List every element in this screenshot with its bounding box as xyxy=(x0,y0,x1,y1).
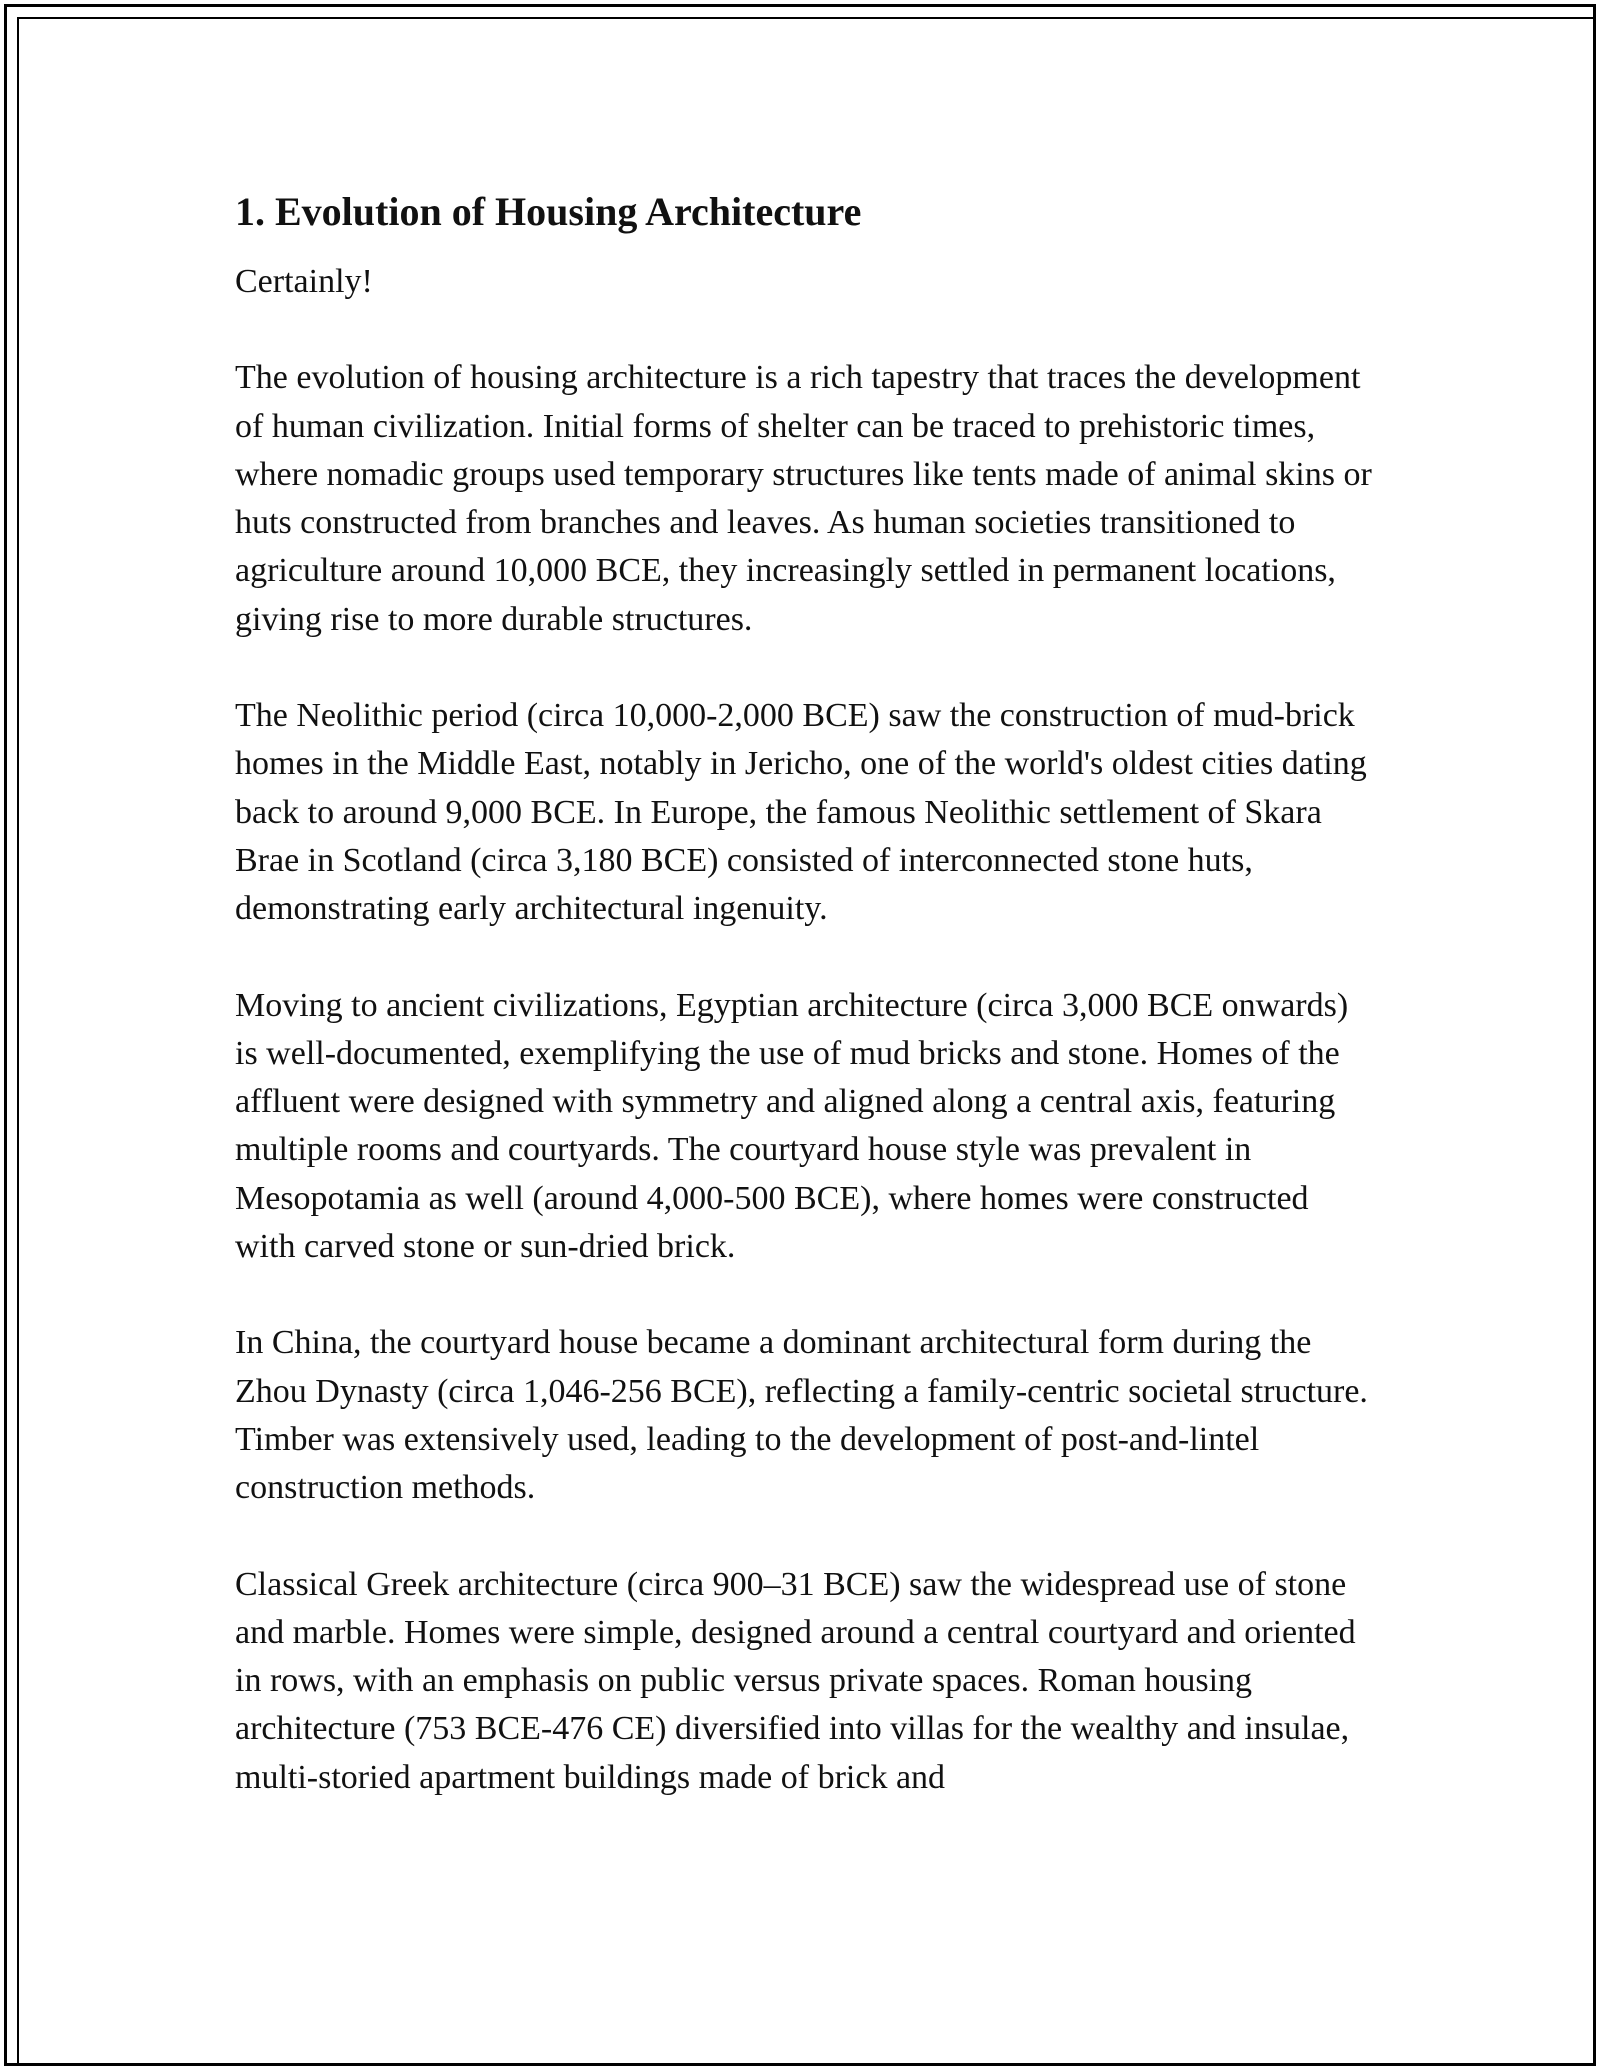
document-body xyxy=(235,186,1375,1850)
paragraph-neolithic: The Neolithic period (circa 10,000-2,000 BCE) saw the construction of mud-brick homes in the Middle East, notably in Jericho, one of the world's oldest cities dating back to around 9,000 BCE. In Europe, the famous Neolithic settlement of Skara Brae in Scotland (circa 3,180 BCE) consisted of interconnected stone huts, demonstrating early architectural ingenuity. xyxy=(235,697,1367,928)
paragraph-ancient-civilizations: Moving to ancient civilizations, Egyptian architecture (circa 3,000 BCE onwards) is well-documented, exemplifying the use of mud bricks and stone. Homes of the affluent were designed with symmetry and aligned along a central axis, featuring multiple rooms and courtyards. The courtyard house style was prevalent in Mesopotamia as well (around 4,000-500 BCE), where homes were constructed with carved stone or sun-dried brick. xyxy=(235,986,1349,1266)
intro-text: Certainly! xyxy=(235,263,373,300)
section-heading: 1. Evolution of Housing Architecture xyxy=(235,189,862,234)
paragraph-greek-roman: Classical Greek architecture (circa 900–31 BCE) saw the widespread use of stone and marble. Homes were simple, designed around a central courtyard and oriented in rows, with an emphasis on public versus private spaces. Roman housing architecture (753 BCE-476 CE) diversified into villas for the wealthy and insulae, multi-storied apartment buildings made of brick and xyxy=(235,1565,1356,1796)
paragraph-china: In China, the courtyard house became a dominant architectural form during the Zhou Dynasty (circa 1,046-256 BCE), reflecting a family-centric societal structure. Timber was extensively used, leading to the development of post-and-lintel construction methods. xyxy=(235,1324,1368,1507)
paragraph-prehistoric: The evolution of housing architecture is a rich tapestry that traces the development of human civilization. Initial forms of shelter can be traced to prehistoric times, where nomadic groups used temporary structures like tents made of animal skins or huts constructed from branches and leaves. As human societies transitioned to agriculture around 10,000 BCE, they increasingly settled in permanent locations, giving rise to more durable structures. xyxy=(235,359,1372,638)
